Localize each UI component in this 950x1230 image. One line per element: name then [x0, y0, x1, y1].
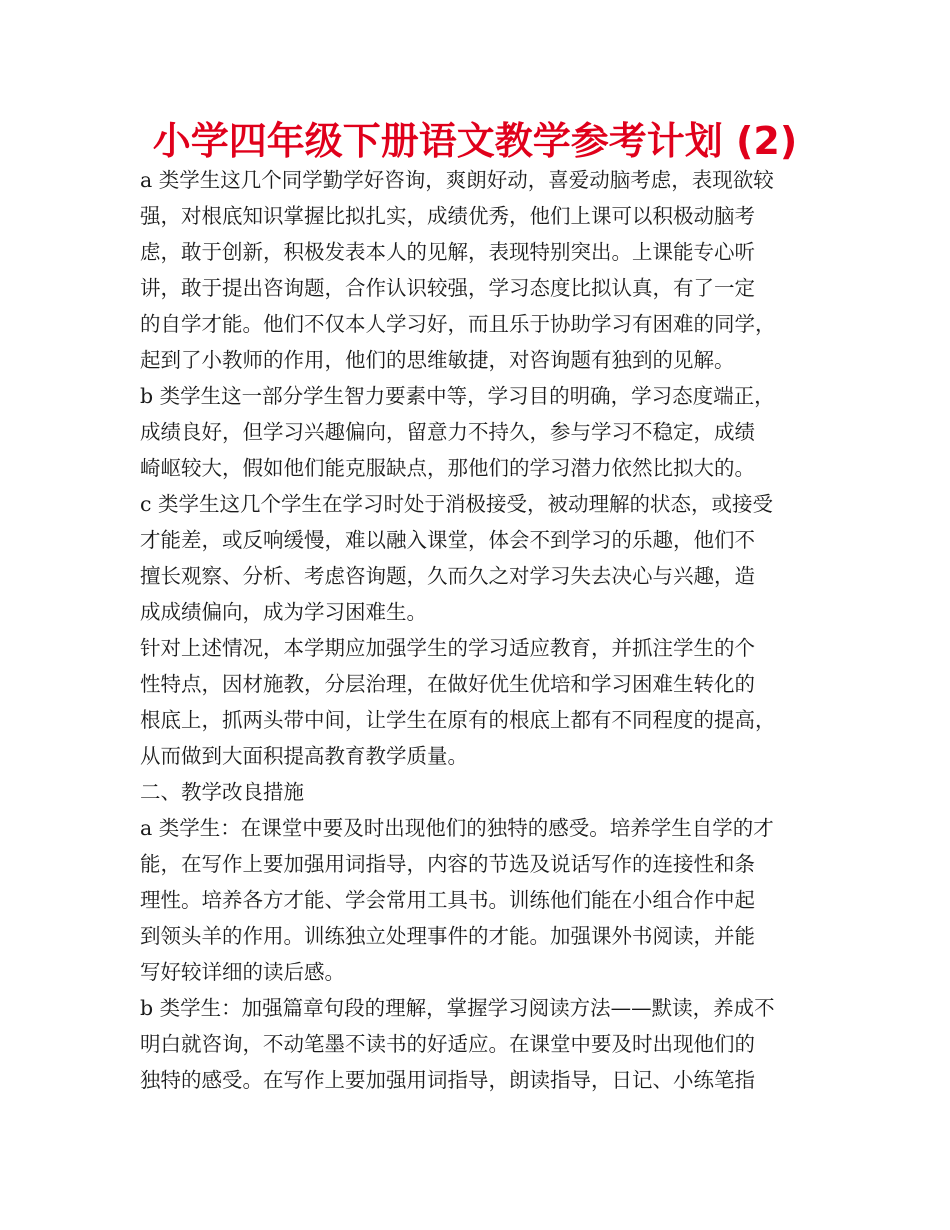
text-line: 成成绩偏向，成为学习困难生。: [140, 600, 427, 624]
text-line: 理性。培养各方才能、学会常用工具书。训练他们能在小组合作中起: [140, 888, 755, 912]
text-line: 崎岖较大，假如他们能克服缺点，那他们的学习潜力依然比拟大的。: [140, 456, 755, 480]
text-line: 讲，敢于提出咨询题，合作认识较强，学习态度比拟认真，有了一定: [140, 276, 755, 300]
text-line: 写好较详细的读后感。: [140, 960, 345, 984]
text-line: 性特点，因材施教，分层治理，在做好优生优培和学习困难生转化的: [140, 672, 755, 696]
text-line: 独特的感受。在写作上要加强用词指导，朗读指导，日记、小练笔指: [140, 1068, 755, 1092]
text-line: 强，对根底知识掌握比拟扎实，成绩优秀，他们上课可以积极动脑考: [140, 204, 755, 228]
text-line: 从而做到大面积提高教育教学质量。: [140, 744, 468, 768]
text-line: c 类学生这几个学生在学习时处于消极接受，被动理解的状态，或接受: [140, 492, 773, 516]
text-line: 明白就咨询，不动笔墨不读书的好适应。在课堂中要及时出现他们的: [140, 1032, 755, 1056]
text-line: 针对上述情况，本学期应加强学生的学习适应教育，并抓注学生的个: [140, 636, 755, 660]
text-line: 虑，敢于创新，积极发表本人的见解，表现特别突出。上课能专心听: [140, 240, 755, 264]
text-line: 的自学才能。他们不仅本人学习好，而且乐于协助学习有困难的同学，: [140, 312, 776, 336]
text-line: 擅长观察、分析、考虑咨询题，久而久之对学习失去决心与兴趣，造: [140, 564, 755, 588]
text-line: 才能差，或反响缓慢，难以融入课堂，体会不到学习的乐趣，他们不: [140, 528, 755, 552]
text-line: 根底上，抓两头带中间，让学生在原有的根底上都有不同程度的提高，: [140, 708, 776, 732]
text-line: 能，在写作上要加强用词指导，内容的节选及说话写作的连接性和条: [140, 852, 755, 876]
text-line: 成绩良好，但学习兴趣偏向，留意力不持久，参与学习不稳定，成绩: [140, 420, 755, 444]
text-line: b 类学生：加强篇章句段的理解，掌握学习阅读方法——默读，养成不: [140, 996, 775, 1020]
document-title: 小学四年级下册语文教学参考计划 (2): [152, 119, 798, 163]
document-body: [140, 162, 820, 1098]
text-line: a 类学生这几个同学勤学好咨询，爽朗好动，喜爱动脑考虑，表现欲较: [140, 168, 774, 192]
text-line: 起到了小教师的作用，他们的思维敏捷，对咨询题有独到的见解。: [140, 348, 735, 372]
text-line: b 类学生这一部分学生智力要素中等，学习目的明确，学习态度端正，: [140, 384, 775, 408]
text-line: 到领头羊的作用。训练独立处理事件的才能。加强课外书阅读，并能: [140, 924, 755, 948]
text-line: a 类学生：在课堂中要及时出现他们的独特的感受。培养学生自学的才: [140, 816, 774, 840]
section-heading: 二、教学改良措施: [140, 780, 304, 804]
